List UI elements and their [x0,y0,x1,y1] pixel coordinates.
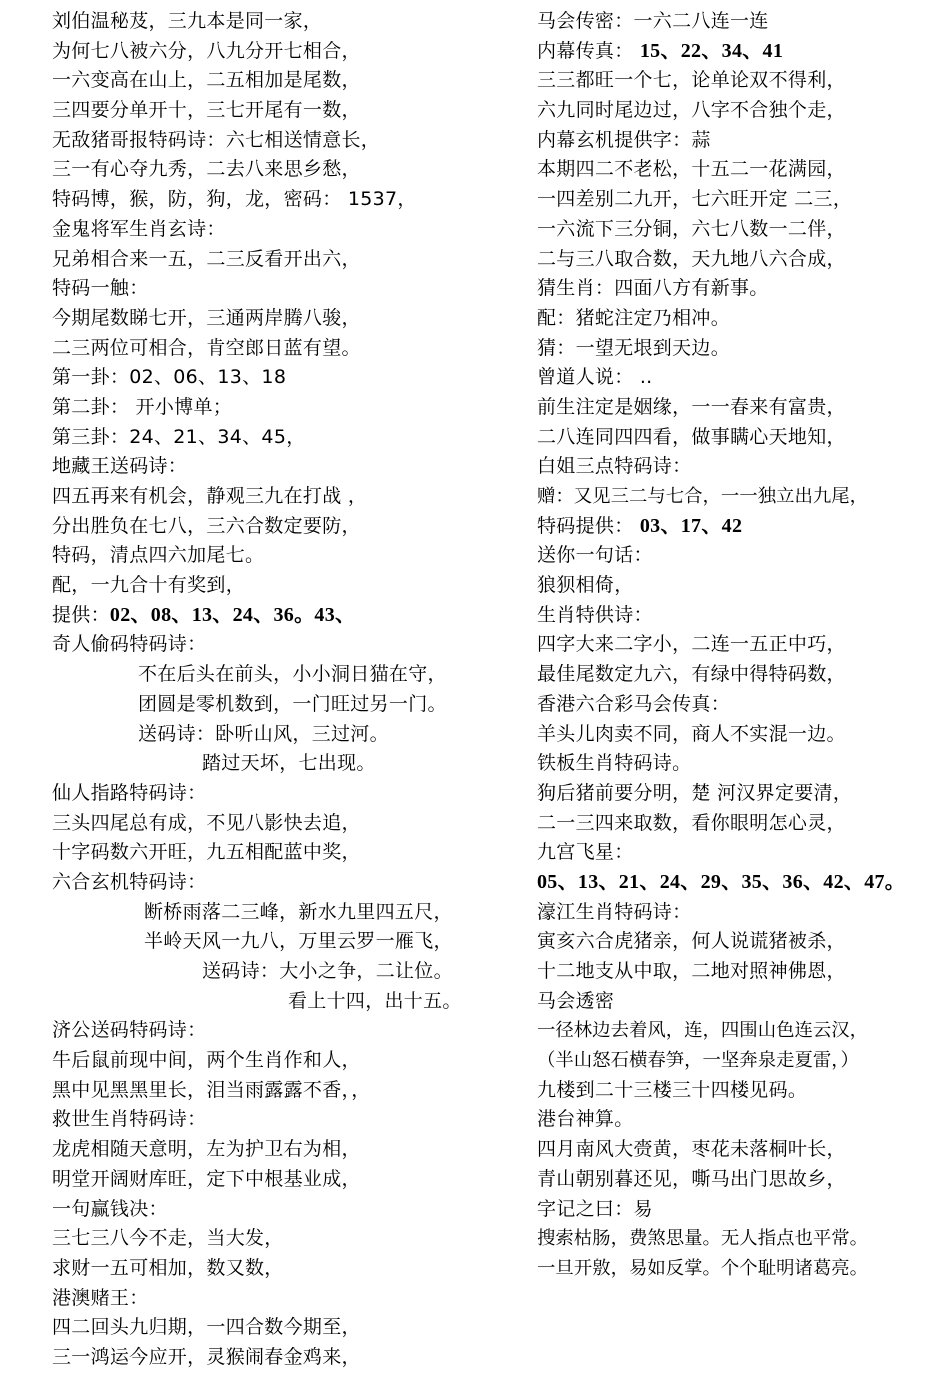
section-heading: 一句赢钱决： [52,1197,168,1220]
text-line: 一径林边去着风，连，四围山色连云汉， [537,1020,869,1042]
text-line: 特码博，猴，防，狗，龙，密码： 1537， [52,188,417,211]
text-line: 三七三八今不走，当大发， [52,1227,284,1250]
text-line: 三头四尾总有成，不见八影快去追， [52,811,361,834]
section-heading: 送你一句话： [537,544,653,567]
nine-palace-numbers-line [537,868,933,898]
section-heading: 济公送码特码诗： [52,1019,207,1042]
text-line: 刘伯温秘芨，三九本是同一家， [52,10,323,32]
text-line: 四字大来二字小，二连一五正中巧， [537,633,846,656]
text-line: 赠：又见三二与七合，一一独立出九尾， [537,486,869,507]
section-heading: 生肖特供诗： [537,603,653,626]
text-line: （半山怒石横春笋，一坚奔泉走夏雷，） [537,1050,859,1072]
section-heading: 马会透密 [537,989,615,1012]
text-line: 狼狈相倚， [537,574,634,597]
text-line: 三一有心夺九秀，二去八来思乡愁， [52,158,361,181]
text-line: 二与三八取合数，天九地八六合成， [537,247,846,270]
text-line: 黑中见黑黑里长，泪当雨露露不香，， [52,1078,371,1101]
section-heading: 救世生肖特码诗： [52,1108,207,1131]
text-line: 十字码数六开旺，九五相配蓝中奖， [52,841,361,864]
text-line: 内幕玄机提供字：蒜 [537,128,711,151]
text-line: 明堂开阔财库旺，定下中根基业成， [52,1167,361,1190]
section-heading: 奇人偷码特码诗： [52,633,207,656]
text-line: 第一卦：02、06、13、18 [52,366,287,389]
text-line: 二八连同四四看，做事瞒心天地知， [537,425,846,448]
section-heading: 白姐三点特码诗： [537,455,692,478]
text-line: 六九同时尾边过，八字不合独个走， [537,99,846,122]
poem-line: 半岭天风一九八，万里云罗一雁飞， [144,930,453,953]
text-line: 今期尾数睇七开，三通两岸腾八骏， [52,306,361,329]
text-line: 三四要分单开十，三七开尾有一数， [52,99,361,122]
text-line: 一四差别二九开，七六旺开定 二三， [537,188,853,211]
poem-line: 断桥雨落二三峰，新水九里四五尺， [144,900,453,923]
text-line: 第三卦：24、21、34、45， [52,425,306,448]
poem-line: 送码诗：大小之争，二让位。 [202,960,453,982]
section-heading: 特码一触： [52,277,149,300]
text-line: 四五再来有机会，静观三九在打战 ， [52,485,368,507]
section-heading: 六合玄机特码诗： [52,870,207,893]
text-line: 一六流下三分铜，六七八数一二伴， [537,217,846,240]
right-column [537,7,933,1284]
line-label: 特码提供： [537,514,640,537]
poem-line: 团圆是零机数到，一门旺过另一门。 [138,692,447,715]
text-line: 第二卦： 开小博单； [52,395,233,418]
section-heading: 九宫飞星： [537,841,634,864]
text-line: 分出胜负在七八，三六合数定要防， [52,514,361,537]
section-heading: 香港六合彩马会传真： [537,692,731,715]
text-line: 马会传密：一六二八连一连 [537,10,769,32]
text-line: 字记之曰：易 [537,1197,653,1220]
poem-line: 不在后头在前头，小小洞日猫在守， [138,663,447,686]
line-label: 内幕传真： [537,39,640,62]
section-heading: 仙人指路特码诗： [52,781,207,804]
text-line: 为何七八被六分，八九分开七相合， [52,39,361,62]
section-heading: 港台神算。 [537,1108,634,1131]
special-code-line [537,512,933,542]
text-line: 搜索枯肠，费煞思量。无人指点也平常。 [537,1228,869,1250]
bold-numbers: 05、13、21、24、29、35、36、42、47。 [537,870,906,893]
text-line: 三三都旺一个七，论单论双不得利， [537,69,846,92]
bold-numbers: 15、22、34、41 [639,39,784,62]
line-label: 提供： [52,603,110,626]
section-heading: 濠江生肖特码诗： [537,900,692,923]
left-column [52,7,522,1373]
bold-numbers: 03、17、42 [639,514,743,537]
provided-numbers-line [52,601,522,631]
text-line: 二一三四来取数，看你眼明怎心灵， [537,811,846,834]
text-line: 二三两位可相合，肯空郎日蓝有望。 [52,336,361,359]
poem-line: 看上十四，出十五。 [288,989,462,1012]
text-line: 最佳尾数定九六，有绿中得特码数， [537,663,846,686]
text-line: 一旦开敫，易如反掌。个个耻明诸葛亮。 [537,1257,869,1279]
text-line: 九楼到二十三楼三十四楼见码。 [537,1078,808,1101]
text-line: 本期四二不老松，十五二一花满园， [537,158,846,181]
section-heading: 铁板生肖特码诗。 [537,752,692,775]
section-heading: 金鬼将军生肖玄诗： [52,217,226,240]
text-line: 无敌猪哥报特码诗：六七相送情意长， [52,128,381,151]
text-line: 四二回头九归期，一四合数今期至， [52,1316,361,1339]
text-line: 配，一九合十有奖到， [52,574,246,597]
text-line: 一六变高在山上，二五相加是尾数， [52,69,361,92]
insider-fax-line [537,37,933,67]
poem-line: 踏过天坏，七出现。 [202,752,376,775]
text-line: 牛后鼠前现中间，两个生肖作和人， [52,1049,361,1072]
text-line: 十二地支从中取，二地对照神佛恩， [537,960,846,982]
text-line: 龙虎相随天意明，左为护卫右为相， [52,1138,361,1161]
text-line: 猜生肖：四面八方有新事。 [537,277,769,300]
text-line: 前生注定是姻缘，一一春来有富贵， [537,395,846,418]
text-line: 青山朝别暮还见，嘶马出门思故乡， [537,1167,846,1190]
text-line: 猜：一望无垠到天边。 [537,336,731,359]
section-heading: 地藏王送码诗： [52,455,188,478]
text-line: 羊头儿肉卖不同，商人不实混一边。 [537,722,846,745]
section-heading: 港澳赌王： [52,1286,149,1309]
bold-numbers: 02、08、13、24、36。43、 [109,603,356,626]
text-line: 兄弟相合来一五，二三反看开出六， [52,247,361,270]
section-heading: 曾道人说： .. [537,366,653,389]
text-line: 狗后猪前要分明，楚 河汉界定要清， [537,781,853,804]
text-line: 寅亥六合虎猪亲，何人说谎猪被杀， [537,930,846,953]
text-line: 求财一五可相加，数又数， [52,1256,284,1279]
text-line: 配：猪蛇注定乃相冲。 [537,306,731,329]
poem-line: 送码诗：卧听山风，三过河。 [138,722,389,745]
text-line: 四月南风大赍黄，枣花未落桐叶长， [537,1138,846,1161]
text-line: 三一鸿运今应开，灵猴闹春金鸡来， [52,1345,361,1368]
text-line: 特码，清点四六加尾七。 [52,544,265,567]
